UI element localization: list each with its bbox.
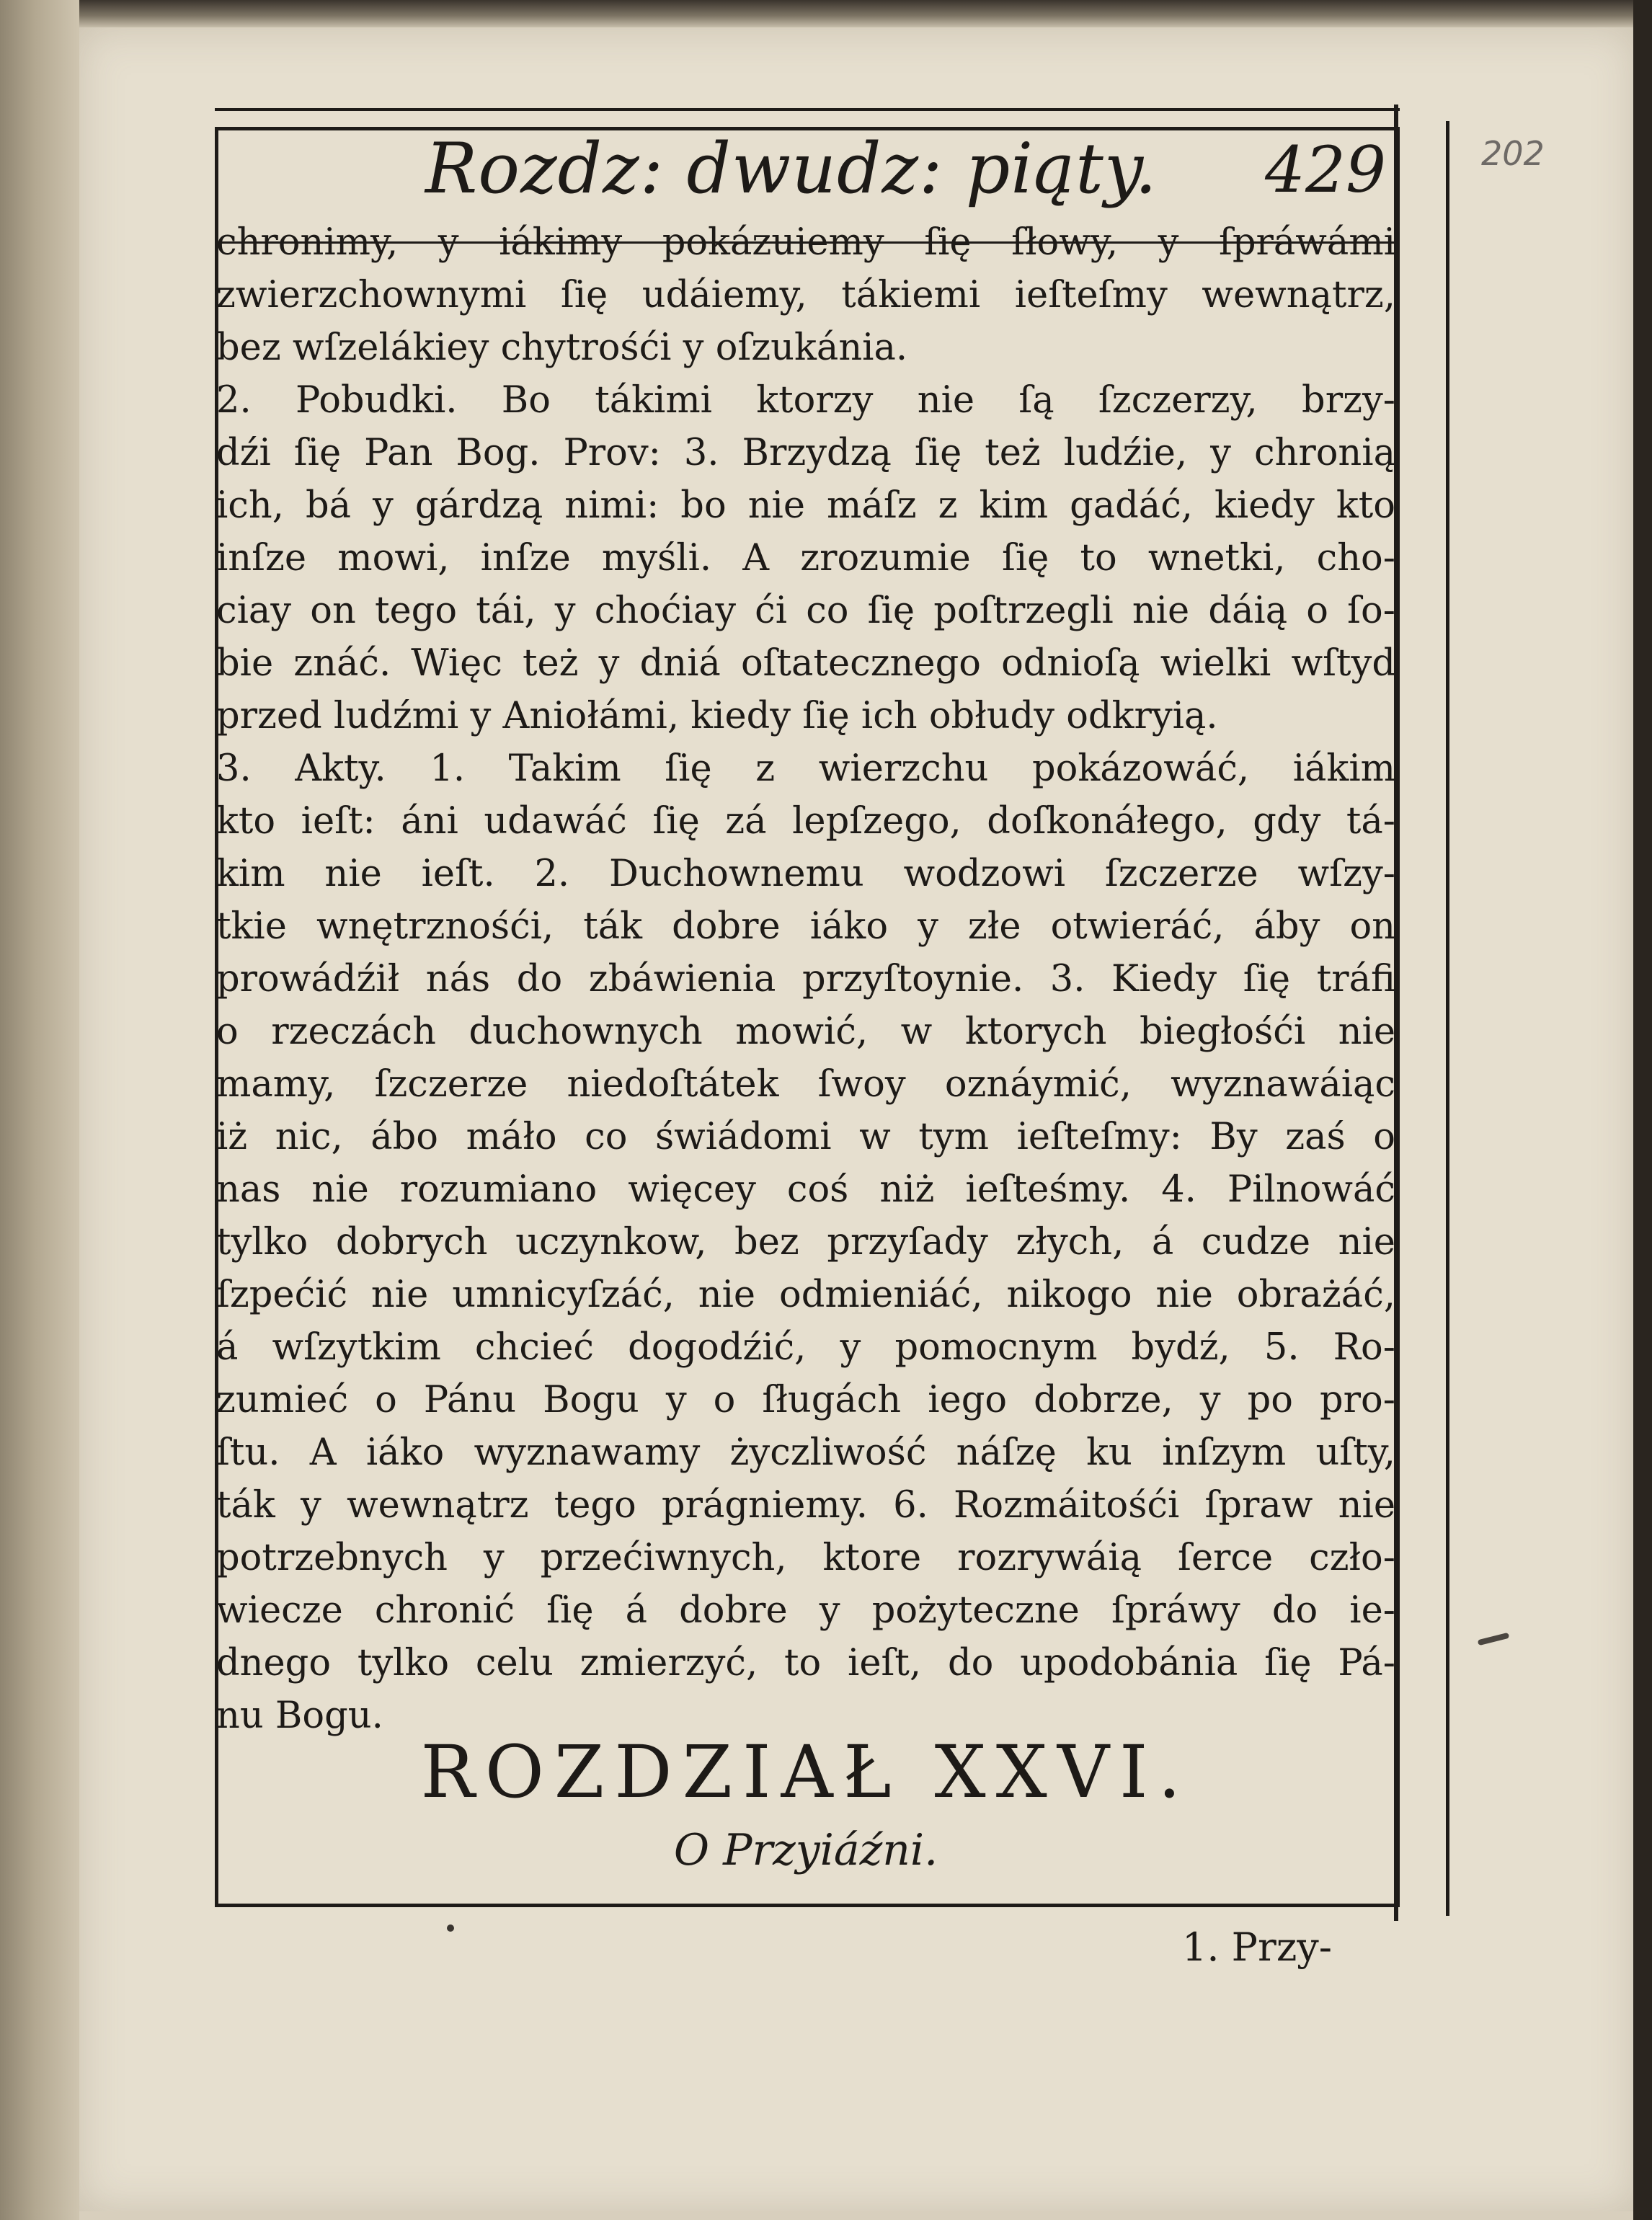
pencil-folio-number: 202 xyxy=(1481,134,1545,173)
text-line: ſtu. A iáko wyznawamy życzliwość náſzę ku inſzym uſty, xyxy=(216,1431,1395,1474)
text-line: chronimy, y iákimy pokázuiemy ſię ſłowy, y ſpráwámi xyxy=(216,221,1395,264)
text-line: o rzeczách duchownych mowić, w ktorych biegłośći nie xyxy=(216,1011,1395,1053)
text-line: wiecze chronić ſię á dobre y pożyteczne ſpráwy do ie- xyxy=(216,1589,1395,1632)
text-line: 3. Akty. 1. Takim ſię z wierzchu pokázowáć, iákim xyxy=(216,747,1395,790)
text-line: mamy, ſzczerze niedoſtátek ſwoy oznáymić, wyznawáiąc xyxy=(216,1063,1395,1106)
text-line: nas nie rozumiano więcey coś niż ieſteśmy. 4. Pilnowáć xyxy=(216,1168,1395,1211)
text-line: ich, bá y gárdzą nimi: bo nie máſz z kim gadáć, kiedy kto xyxy=(216,484,1395,527)
text-line: á wſzytkim chcieć dogodźić, y pomocnym bydź, 5. Ro- xyxy=(216,1326,1395,1369)
text-line: tylko dobrych uczynkow, bez przyſady złych, á cudze nie xyxy=(216,1221,1395,1264)
ink-dot xyxy=(447,1924,454,1932)
text-line: ták y wewnątrz tego prágniemy. 6. Rozmáitośći ſpraw nie xyxy=(216,1484,1395,1527)
text-line: przed ludźmi y Aniołámi, kiedy ſię ich obłudy odkryią. xyxy=(216,695,1218,737)
text-line: 2. Pobudki. Bo tákimi ktorzy nie ſą ſzczerzy, brzy- xyxy=(216,379,1395,422)
text-line: ciay on tego tái, y choćiay ći co ſię poſtrzegli nie dáią o ſo- xyxy=(216,590,1395,632)
chapter-subtitle: O Przyiáźni. xyxy=(673,1825,938,1875)
text-line: dnego tylko celu zmierzyć, to ieſt, do upodobánia ſię Pá- xyxy=(216,1642,1395,1684)
chapter-heading: ROZDZIAŁ XXVI. xyxy=(420,1730,1191,1814)
text-line: prowádźił nás do zbáwienia przyſtoynie. 3. Kiedy ſię tráfi xyxy=(216,958,1395,1000)
text-line: kim nie ieſt. 2. Duchownemu wodzowi ſzczerze wſzy- xyxy=(216,853,1395,895)
text-line: potrzebnych y przećiwnych, ktore rozrywáią ſerce czło- xyxy=(216,1537,1395,1579)
body-text xyxy=(216,216,1395,1742)
page-number: 429 xyxy=(1265,133,1386,207)
text-line: dźi ſię Pan Bog. Prov: 3. Brzydzą ſię też ludźie, y chronią xyxy=(216,432,1395,474)
catchword: 1. Przy- xyxy=(1182,1924,1333,1970)
header-rule xyxy=(215,108,1400,111)
text-line: bie znáć. Więc też y dniá oſtatecznego odnioſą wielki wſtyd xyxy=(216,642,1395,685)
book-spine xyxy=(0,0,79,2220)
text-line: kto ieſt: áni udawáć ſię zá lepſzego, doſkonáłego, gdy tá- xyxy=(216,800,1395,843)
outer-margin-rule xyxy=(1446,121,1449,1916)
text-line: zumieć o Pánu Bogu y o ſługách iego dobrze, y po pro- xyxy=(216,1379,1395,1421)
text-line: bez wſzelákiey chytrośći y oſzukánia. xyxy=(216,327,908,369)
text-line: ſzpećić nie umnicyſzáć, nie odmieniáć, nikogo nie obrażáć, xyxy=(216,1274,1395,1316)
page-top-shadow xyxy=(0,0,1652,29)
running-title: Rozdz: dwudz: piąty. xyxy=(425,128,1158,209)
text-line: iż nic, ábo máło co świádomi w tym ieſteſmy: By zaś o xyxy=(216,1116,1395,1158)
text-line: tkie wnętrznośći, ták dobre iáko y złe otwieráć, áby on xyxy=(216,905,1395,948)
text-line: inſze mowi, inſze myśli. A zrozumie ſię to wnetki, cho- xyxy=(216,537,1395,580)
text-line: nu Bogu. xyxy=(216,1695,383,1737)
text-line: zwierzchownymi ſię udáiemy, tákiemi ieſteſmy wewnątrz, xyxy=(216,274,1395,316)
scan-background-edge xyxy=(1633,0,1652,2220)
